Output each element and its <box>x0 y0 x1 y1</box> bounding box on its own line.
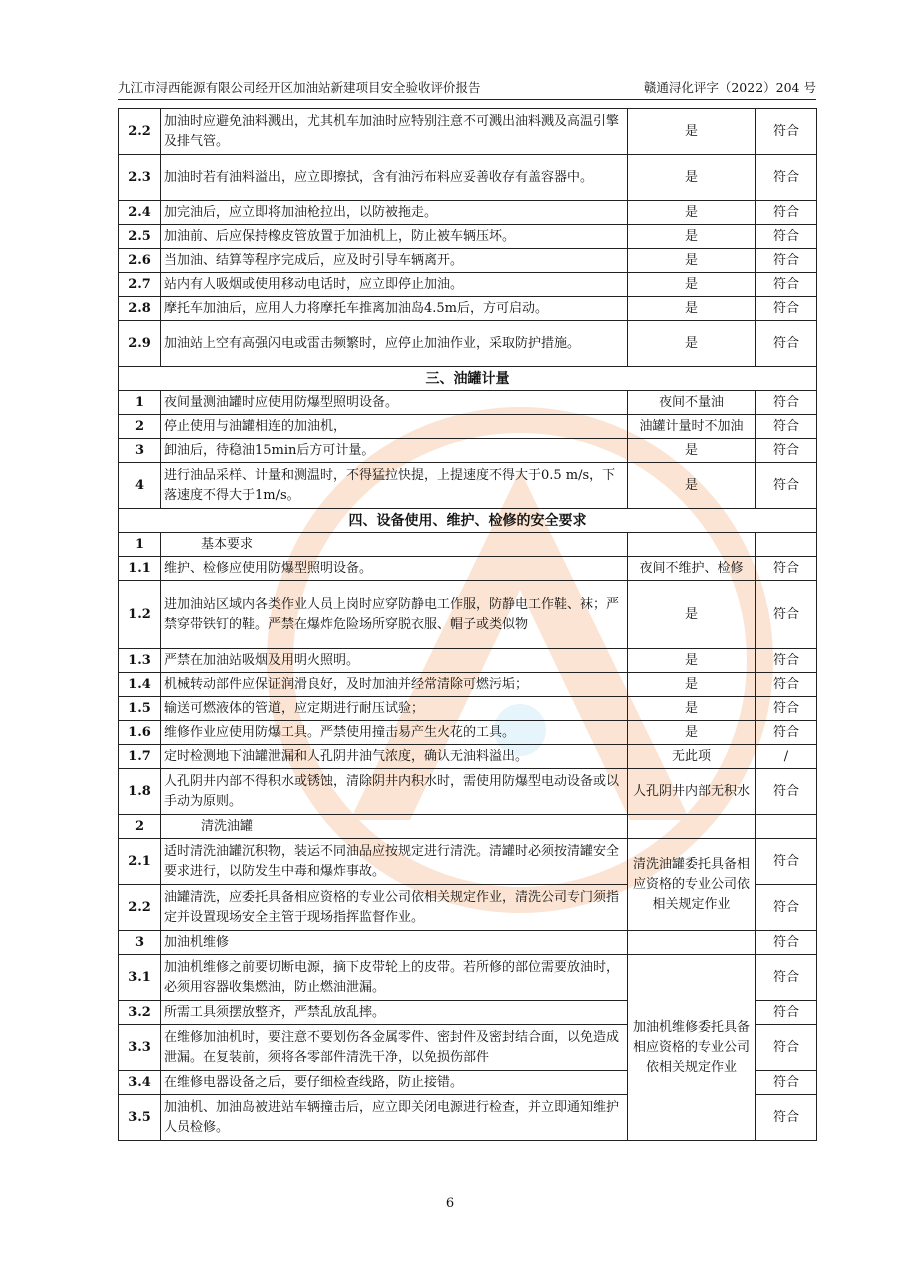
requirement-text: 维护、检修应使用防爆型照明设备。 <box>161 557 628 581</box>
compliance-result: 符合 <box>756 885 817 931</box>
table-row <box>119 697 817 721</box>
table-row <box>119 249 817 273</box>
item-number: 1.8 <box>119 769 161 815</box>
execution-status: 夜间不维护、检修 <box>628 557 756 581</box>
compliance-result: 符合 <box>756 109 817 155</box>
table-row <box>119 815 817 839</box>
requirement-text: 加完油后，应立即将加油枪拉出，以防被拖走。 <box>161 201 628 225</box>
item-number: 2 <box>119 415 161 439</box>
execution-status: 是 <box>628 581 756 649</box>
item-number: 1.2 <box>119 581 161 649</box>
item-number: 2.1 <box>119 839 161 885</box>
execution-status: 夜间不量油 <box>628 391 756 415</box>
item-number: 2.2 <box>119 109 161 155</box>
requirement-text: 进行油品采样、计量和测温时，不得猛拉快提，上提速度不得大于0.5 m/s，下落速度不得大于1m/s。 <box>161 463 628 509</box>
compliance-result: 符合 <box>756 931 817 955</box>
item-number: 1.4 <box>119 673 161 697</box>
execution-status <box>628 815 756 839</box>
table-row <box>119 581 817 649</box>
requirement-text: 人孔阴井内部不得积水或锈蚀，清除阴井内积水时，需使用防爆型电动设备或以手动为原则。 <box>161 769 628 815</box>
item-number: 2.3 <box>119 155 161 201</box>
execution-status: 是 <box>628 109 756 155</box>
execution-status: 是 <box>628 697 756 721</box>
requirement-text: 严禁在加油站吸烟及用明火照明。 <box>161 649 628 673</box>
table-row <box>119 557 817 581</box>
compliance-result: 符合 <box>756 273 817 297</box>
table-row <box>119 721 817 745</box>
table-row <box>119 225 817 249</box>
requirement-text: 加油机、加油岛被进站车辆撞击后，应立即关闭电源进行检查，并立即通知维护人员检修。 <box>161 1095 628 1141</box>
table-row <box>119 931 817 955</box>
compliance-result: 符合 <box>756 769 817 815</box>
table-row <box>119 673 817 697</box>
requirement-text: 进加油站区域内各类作业人员上岗时应穿防静电工作服，防静电工作鞋、袜；严禁穿带铁钉的鞋。严禁在爆炸危险场所穿脱衣服、帽子或类似物 <box>161 581 628 649</box>
compliance-result: / <box>756 745 817 769</box>
compliance-result: 符合 <box>756 201 817 225</box>
execution-status: 是 <box>628 321 756 367</box>
item-number: 2.9 <box>119 321 161 367</box>
item-number: 2.7 <box>119 273 161 297</box>
execution-status: 加油机维修委托具备相应资格的专业公司依相关规定作业 <box>628 955 756 1141</box>
table-row <box>119 109 817 155</box>
compliance-result <box>756 815 817 839</box>
compliance-result: 符合 <box>756 225 817 249</box>
section-row <box>119 367 817 391</box>
execution-status: 是 <box>628 673 756 697</box>
compliance-result: 符合 <box>756 391 817 415</box>
requirement-text: 维修作业应使用防爆工具。严禁使用撞击易产生火花的工具。 <box>161 721 628 745</box>
compliance-result: 符合 <box>756 581 817 649</box>
item-number: 3.5 <box>119 1095 161 1141</box>
item-number: 1 <box>119 533 161 557</box>
table-row <box>119 155 817 201</box>
subsection-title: 基本要求 <box>161 533 628 557</box>
execution-status: 无此项 <box>628 745 756 769</box>
compliance-result: 符合 <box>756 297 817 321</box>
section-row <box>119 509 817 533</box>
requirement-text: 夜间量测油罐时应使用防爆型照明设备。 <box>161 391 628 415</box>
requirement-text: 卸油后，待稳油15min后方可计量。 <box>161 439 628 463</box>
execution-status: 是 <box>628 201 756 225</box>
requirement-text: 站内有人吸烟或使用移动电话时，应立即停止加油。 <box>161 273 628 297</box>
execution-status: 油罐计量时不加油 <box>628 415 756 439</box>
compliance-result <box>756 533 817 557</box>
execution-status <box>628 931 756 955</box>
requirement-text: 适时清洗油罐沉积物，装运不同油品应按规定进行清洗。清罐时必须按清罐安全要求进行，以防发生中毒和爆炸事故。 <box>161 839 628 885</box>
table-row <box>119 769 817 815</box>
table-row <box>119 463 817 509</box>
report-title: 九江市浔西能源有限公司经开区加油站新建项目安全验收评价报告 <box>118 80 481 95</box>
table-row <box>119 533 817 557</box>
execution-status: 是 <box>628 273 756 297</box>
table-row <box>119 321 817 367</box>
requirement-text: 在维修电器设备之后，要仔细检查线路，防止接错。 <box>161 1071 628 1095</box>
compliance-result: 符合 <box>756 1025 817 1071</box>
compliance-result: 符合 <box>756 155 817 201</box>
item-number: 1.7 <box>119 745 161 769</box>
compliance-result: 符合 <box>756 439 817 463</box>
item-number: 3 <box>119 931 161 955</box>
requirement-text: 油罐清洗，应委托具备相应资格的专业公司依相关规定作业，清洗公司专门须指定并设置现场安全主管于现场指挥监督作业。 <box>161 885 628 931</box>
item-number: 1.5 <box>119 697 161 721</box>
table-row <box>119 955 817 1001</box>
item-number: 2.6 <box>119 249 161 273</box>
execution-status: 是 <box>628 649 756 673</box>
table-row <box>119 391 817 415</box>
item-number: 1 <box>119 391 161 415</box>
table-row <box>119 297 817 321</box>
item-number: 3.1 <box>119 955 161 1001</box>
table-row <box>119 649 817 673</box>
item-number: 2.2 <box>119 885 161 931</box>
requirement-text: 摩托车加油后，应用人力将摩托车推离加油岛4.5m后，方可启动。 <box>161 297 628 321</box>
compliance-result: 符合 <box>756 721 817 745</box>
requirement-text: 加油前、后应保持橡皮管放置于加油机上，防止被车辆压坏。 <box>161 225 628 249</box>
compliance-result: 符合 <box>756 249 817 273</box>
compliance-result: 符合 <box>756 463 817 509</box>
compliance-result: 符合 <box>756 649 817 673</box>
requirement-text: 停止使用与油罐相连的加油机， <box>161 415 628 439</box>
execution-status: 是 <box>628 297 756 321</box>
requirement-text: 加油时若有油料溢出，应立即擦拭，含有油污布料应妥善收存有盖容器中。 <box>161 155 628 201</box>
item-number: 2 <box>119 815 161 839</box>
table-row <box>119 745 817 769</box>
table-row <box>119 201 817 225</box>
item-number: 3.2 <box>119 1001 161 1025</box>
requirement-text: 当加油、结算等程序完成后，应及时引导车辆离开。 <box>161 249 628 273</box>
requirement-text: 加油时应避免油料溅出，尤其机车加油时应特别注意不可溅出油料溅及高温引擎及排气管。 <box>161 109 628 155</box>
execution-status: 是 <box>628 249 756 273</box>
item-number: 2.5 <box>119 225 161 249</box>
compliance-result: 符合 <box>756 1071 817 1095</box>
requirement-text: 输送可燃液体的管道，应定期进行耐压试验； <box>161 697 628 721</box>
table-row <box>119 839 817 885</box>
section-title: 四、设备使用、维护、检修的安全要求 <box>119 509 817 533</box>
execution-status: 清洗油罐委托具备相应资格的专业公司依相关规定作业 <box>628 839 756 931</box>
requirement-text: 加油机维修 <box>161 931 628 955</box>
document-number: 赣通浔化评字（2022）204 号 <box>643 80 816 95</box>
item-number: 3.3 <box>119 1025 161 1071</box>
item-number: 1.6 <box>119 721 161 745</box>
item-number: 1.1 <box>119 557 161 581</box>
checklist-table <box>118 108 817 1141</box>
execution-status: 是 <box>628 463 756 509</box>
execution-status: 人孔阴井内部无积水 <box>628 769 756 815</box>
table-row <box>119 439 817 463</box>
execution-status: 是 <box>628 225 756 249</box>
item-number: 3.4 <box>119 1071 161 1095</box>
execution-status: 是 <box>628 155 756 201</box>
requirement-text: 在维修加油机时，要注意不要划伤各金属零件、密封件及密封结合面，以免造成泄漏。在复装前，须将各零部件清洗干净，以免损伤部件 <box>161 1025 628 1071</box>
compliance-result: 符合 <box>756 673 817 697</box>
execution-status <box>628 533 756 557</box>
requirement-text: 加油机维修之前要切断电源，摘下皮带轮上的皮带。若所修的部位需要放油时，必须用容器收集燃油，防止燃油泄漏。 <box>161 955 628 1001</box>
requirement-text: 加油站上空有高强闪电或雷击频繁时，应停止加油作业，采取防护措施。 <box>161 321 628 367</box>
item-number: 3 <box>119 439 161 463</box>
requirement-text: 机械转动部件应保证润滑良好，及时加油并经常清除可燃污垢； <box>161 673 628 697</box>
compliance-result: 符合 <box>756 1095 817 1141</box>
section-title: 三、油罐计量 <box>119 367 817 391</box>
item-number: 1.3 <box>119 649 161 673</box>
compliance-result: 符合 <box>756 321 817 367</box>
compliance-result: 符合 <box>756 955 817 1001</box>
item-number: 2.4 <box>119 201 161 225</box>
compliance-result: 符合 <box>756 557 817 581</box>
compliance-result: 符合 <box>756 839 817 885</box>
requirement-text: 所需工具须摆放整齐，严禁乱放乱摔。 <box>161 1001 628 1025</box>
compliance-result: 符合 <box>756 1001 817 1025</box>
item-number: 4 <box>119 463 161 509</box>
page-number: 6 <box>445 1196 455 1211</box>
header-divider <box>118 99 816 100</box>
compliance-result: 符合 <box>756 697 817 721</box>
execution-status: 是 <box>628 721 756 745</box>
table-row <box>119 273 817 297</box>
compliance-result: 符合 <box>756 415 817 439</box>
execution-status: 是 <box>628 439 756 463</box>
page-header <box>118 78 816 98</box>
subsection-title: 清洗油罐 <box>161 815 628 839</box>
requirement-text: 定时检测地下油罐泄漏和人孔阴井油气浓度，确认无油料溢出。 <box>161 745 628 769</box>
table-row <box>119 415 817 439</box>
item-number: 2.8 <box>119 297 161 321</box>
